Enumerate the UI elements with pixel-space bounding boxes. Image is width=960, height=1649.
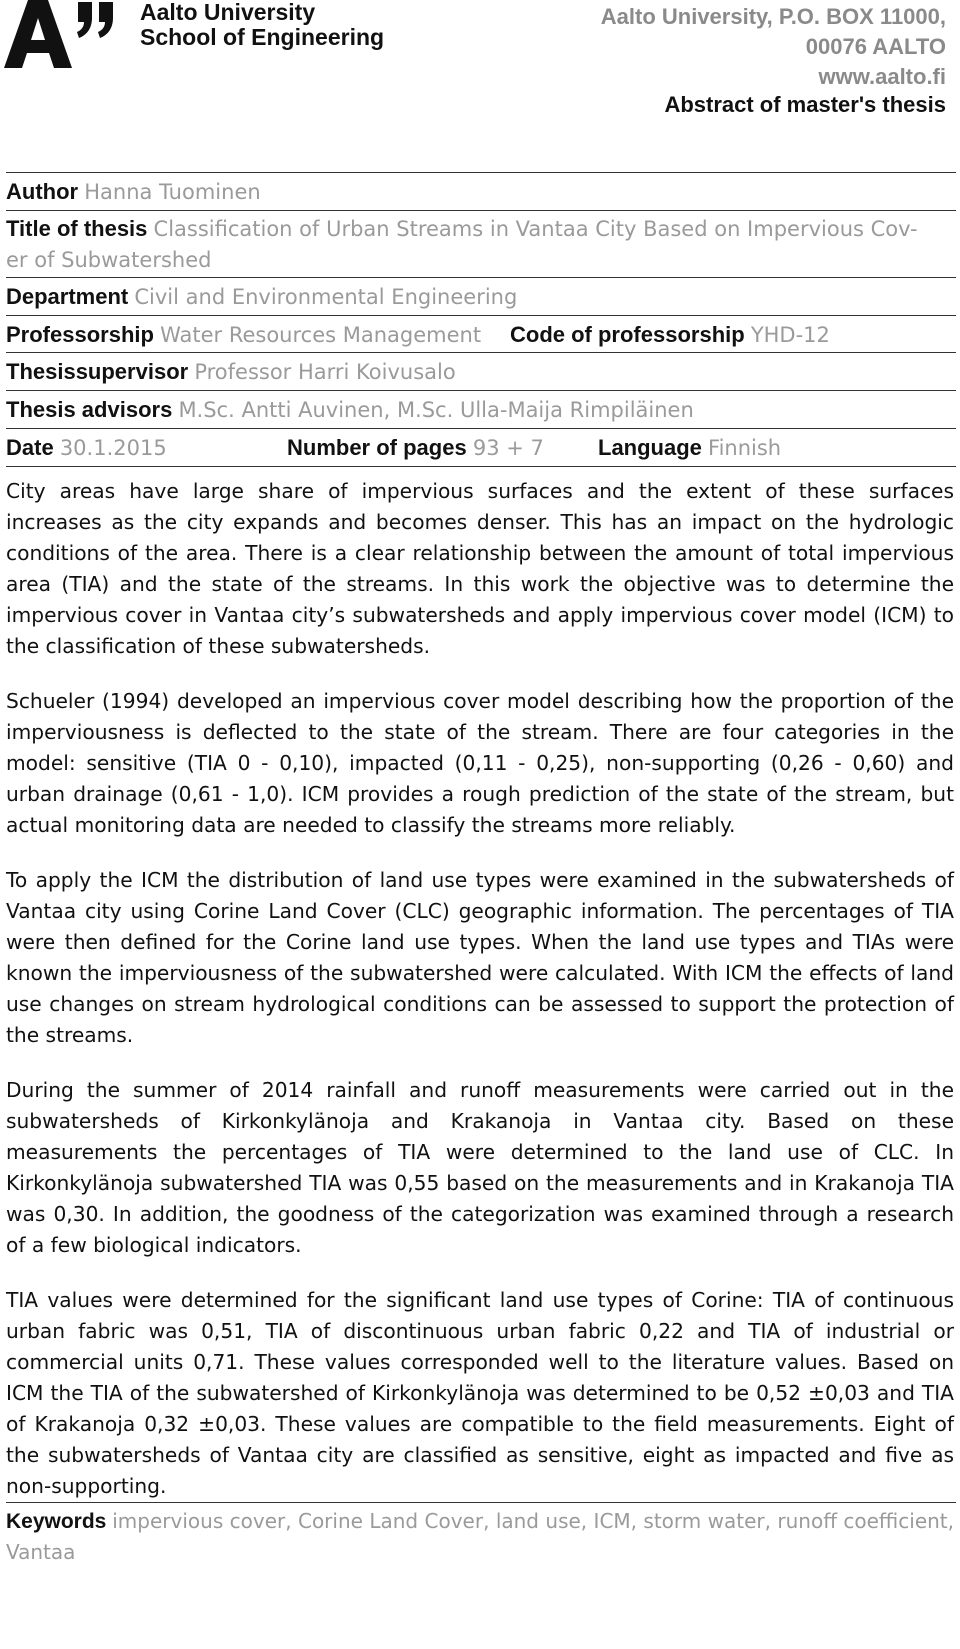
abstract-paragraph: During the summer of 2014 rainfall and runoff measurements were carried out in the subwatersheds of Kirkonkylänoja and Krakanoja in Vantaa city. Based on these measurements the percentages of TIA were determined to the land use of CLC. In Kirkonkylänoja subwatershed TIA was 0,55 based on the measurements and in Krakanoja TIA was 0,30. In addition, the goodness of the categorization was examined through a research of a few biological indicators. [6,1078,954,1257]
abstract-paragraph: TIA values were determined for the significant land use types of Corine: TIA of continuous urban fabric was 0,51, TIA of discontinuous urban fabric 0,22 and TIA of industrial or commercial units 0,71. These values corresponded well to the literature values. Based on ICM the TIA of the subwatershed of Kirkonkylänoja was determined to be 0,52 ±0,03 and TIA of Krakanoja 0,32 ±0,03. These values are compatible to the field measurements. Eight of the subwatersheds of Vantaa city are classified as sensitive, eight as impacted and five as non-supporting. [6,1288,954,1498]
abstract-paragraph: To apply the ICM the distribution of land use types were examined in the subwatersheds of Vantaa city using Corine Land Cover (CLC) geographic information. The percentages of TIA were then defined for the Corine land use types. When the land use types and TIAs were known the imperviousness of the subwatershed were calculated. With ICM the effects of land use changes on stream hydrological conditions can be assessed to support the protection of the streams. [6,868,954,1047]
date-value: 30.1.2015 [59,436,167,460]
language-value: Finnish [708,436,782,460]
date-cell [6,432,167,464]
address-line-2: 00076 AALTO [805,34,946,59]
professorship-row [6,319,946,351]
supervisor-row [6,356,946,388]
divider [6,352,956,353]
address-block [601,2,946,92]
professorship-value: Water Resources Management [160,323,482,347]
address-website: www.aalto.fi [818,64,946,89]
divider [6,277,956,278]
aalto-a-logo-icon [4,0,116,72]
divider [6,172,956,173]
keywords-value: impervious cover, Corine Land Cover, land use, ICM, storm water, runoff coefficient, Vantaa [6,1509,954,1564]
title-value-line-1: Classification of Urban Streams in Vantaa City Based on Impervious Cov- [153,217,918,241]
keywords-label: Keywords [6,1510,107,1533]
address-line-1: Aalto University, P.O. BOX 11000, [600,4,946,29]
pages-value: 93 + 7 [472,436,544,460]
language-cell [598,432,781,464]
code-label: Code of professorship [510,322,745,347]
department-label: Department [6,284,129,309]
divider [6,1502,956,1503]
title-value-line-2: er of Subwatershed [6,248,212,272]
advisors-label: Thesis advisors [6,397,173,422]
title-row [6,213,946,276]
logo-text [140,0,384,50]
language-label: Language [598,435,702,460]
author-value: Hanna Tuominen [84,180,261,204]
pages-cell [287,432,544,464]
author-label: Author [6,179,79,204]
pages-label: Number of pages [287,435,467,460]
abstract-body [6,476,954,1526]
abstract-paragraph: Schueler (1994) developed an impervious cover model describing how the proportion of the imperviousness is deflected to the state of the stream. There are four categories in the model: sensitive (TIA 0 - 0,10), impacted (0,11 - 0,25), non-supporting (0,26 - 0,60) and urban drainage (0,61 - 1,0). ICM provides a rough prediction of the state of the stream, but actual monitoring data are needed to classify the streams more reliably. [6,689,954,837]
abstract-paragraph: City areas have large share of impervious surfaces and the extent of these surfaces increases as the city expands and becomes denser. This has an impact on the hydrologic conditions of the area. There is a clear relationship between the amount of total impervious area (TIA) and the state of the streams. In this work the objective was to determine the impervious cover in Vantaa city’s subwatersheds and apply impervious cover model (ICM) to the classification of these subwatersheds. [6,479,954,658]
department-value: Civil and Environmental Engineering [134,285,518,309]
code-cell [510,319,830,351]
university-name: Aalto University [140,0,316,25]
supervisor-label: Thesissupervisor [6,359,189,384]
divider [6,210,956,211]
divider [6,428,956,429]
divider [6,315,956,316]
code-value: YHD-12 [750,323,830,347]
title-label: Title of thesis [6,216,148,241]
document-type: Abstract of master's thesis [664,92,946,117]
divider [6,466,956,467]
divider [6,390,956,391]
advisors-value: M.Sc. Antti Auvinen, M.Sc. Ulla-Maija Rimpiläinen [178,398,694,422]
department-row [6,281,946,313]
professorship-cell [6,319,481,351]
school-name: School of Engineering [140,24,385,50]
date-label: Date [6,435,54,460]
advisors-row [6,394,946,426]
keywords-row [6,1506,954,1568]
author-row [6,176,946,208]
aalto-logo [4,0,424,74]
professorship-label: Professorship [6,322,154,347]
supervisor-value: Professor Harri Koivusalo [194,360,456,384]
date-row [6,432,946,464]
